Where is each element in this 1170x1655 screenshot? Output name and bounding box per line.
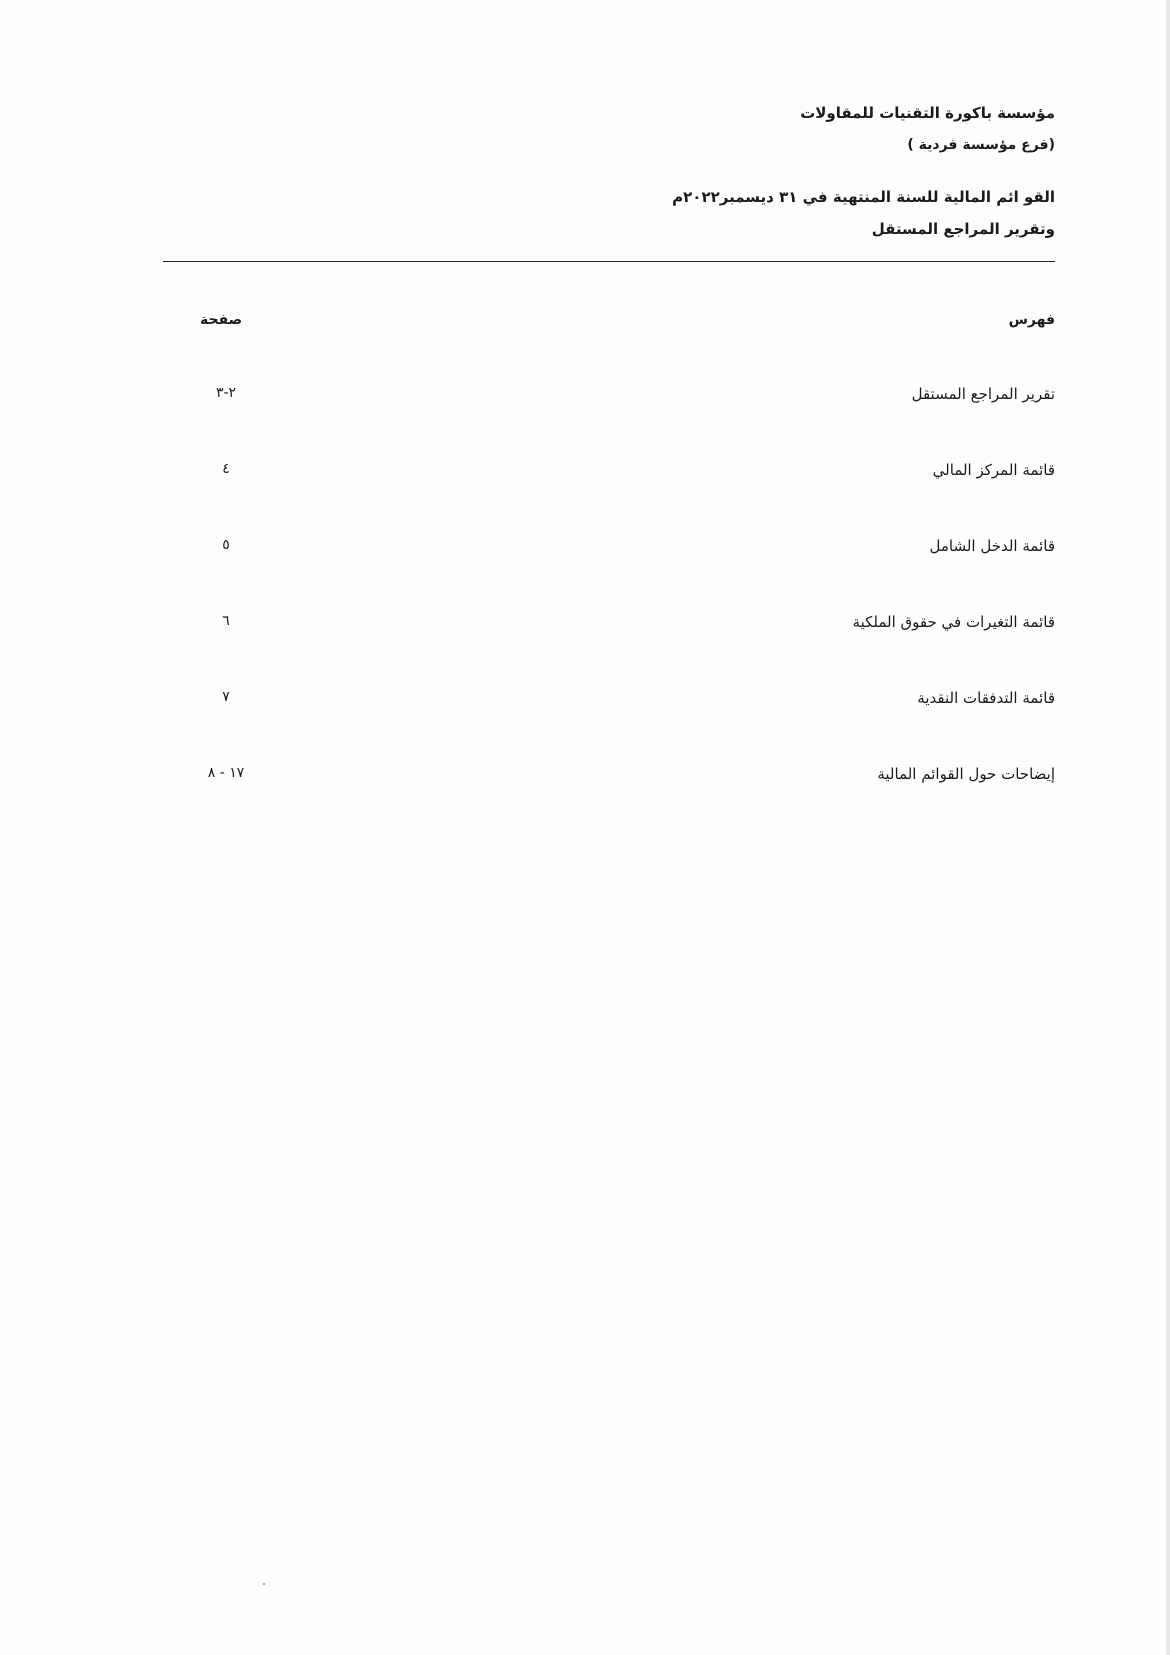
toc-item-title: قائمة التدفقات النقدية: [917, 689, 1055, 707]
toc-row: [163, 689, 1055, 765]
toc-item-title: قائمة الدخل الشامل: [929, 537, 1055, 555]
toc-row: [163, 537, 1055, 613]
toc-item-page: ٦: [222, 613, 230, 629]
toc-header: [163, 312, 1055, 338]
toc-item-title: تقرير المراجع المستقل: [911, 385, 1055, 403]
scan-speck: [263, 1583, 265, 1585]
toc-item-page: ٤: [222, 461, 230, 477]
page-edge-shadow: [1166, 0, 1170, 1655]
document-header: [355, 100, 1055, 242]
report-subtitle: وتقرير المراجع المستقل: [871, 220, 1055, 238]
toc-index-label: فهرس: [1008, 312, 1055, 328]
report-title: القو ائم المالية للسنة المنتهية في ٣١ ديسمبر٢٠٢٢م: [672, 188, 1055, 206]
header-divider: [163, 261, 1055, 262]
table-of-contents: [163, 385, 1055, 841]
toc-row: [163, 461, 1055, 537]
toc-item-title: إيضاحات حول القوائم المالية: [877, 765, 1055, 783]
toc-item-title: قائمة التغيرات في حقوق الملكية: [852, 613, 1055, 631]
toc-item-page: ٢-٣: [215, 385, 237, 401]
toc-row: [163, 765, 1055, 841]
toc-item-page: ١٧ - ٨: [207, 765, 245, 781]
toc-item-page: ٥: [222, 537, 230, 553]
toc-item-title: قائمة المركز المالي: [932, 461, 1055, 479]
toc-item-page: ٧: [222, 689, 230, 705]
company-name: مؤسسة باكورة التقنيات للمقاولات: [800, 104, 1055, 122]
toc-row: [163, 613, 1055, 689]
company-subtitle: (فرع مؤسسة فردية ): [907, 137, 1055, 153]
toc-page-label: صفحة: [200, 312, 243, 328]
toc-row: [163, 385, 1055, 461]
